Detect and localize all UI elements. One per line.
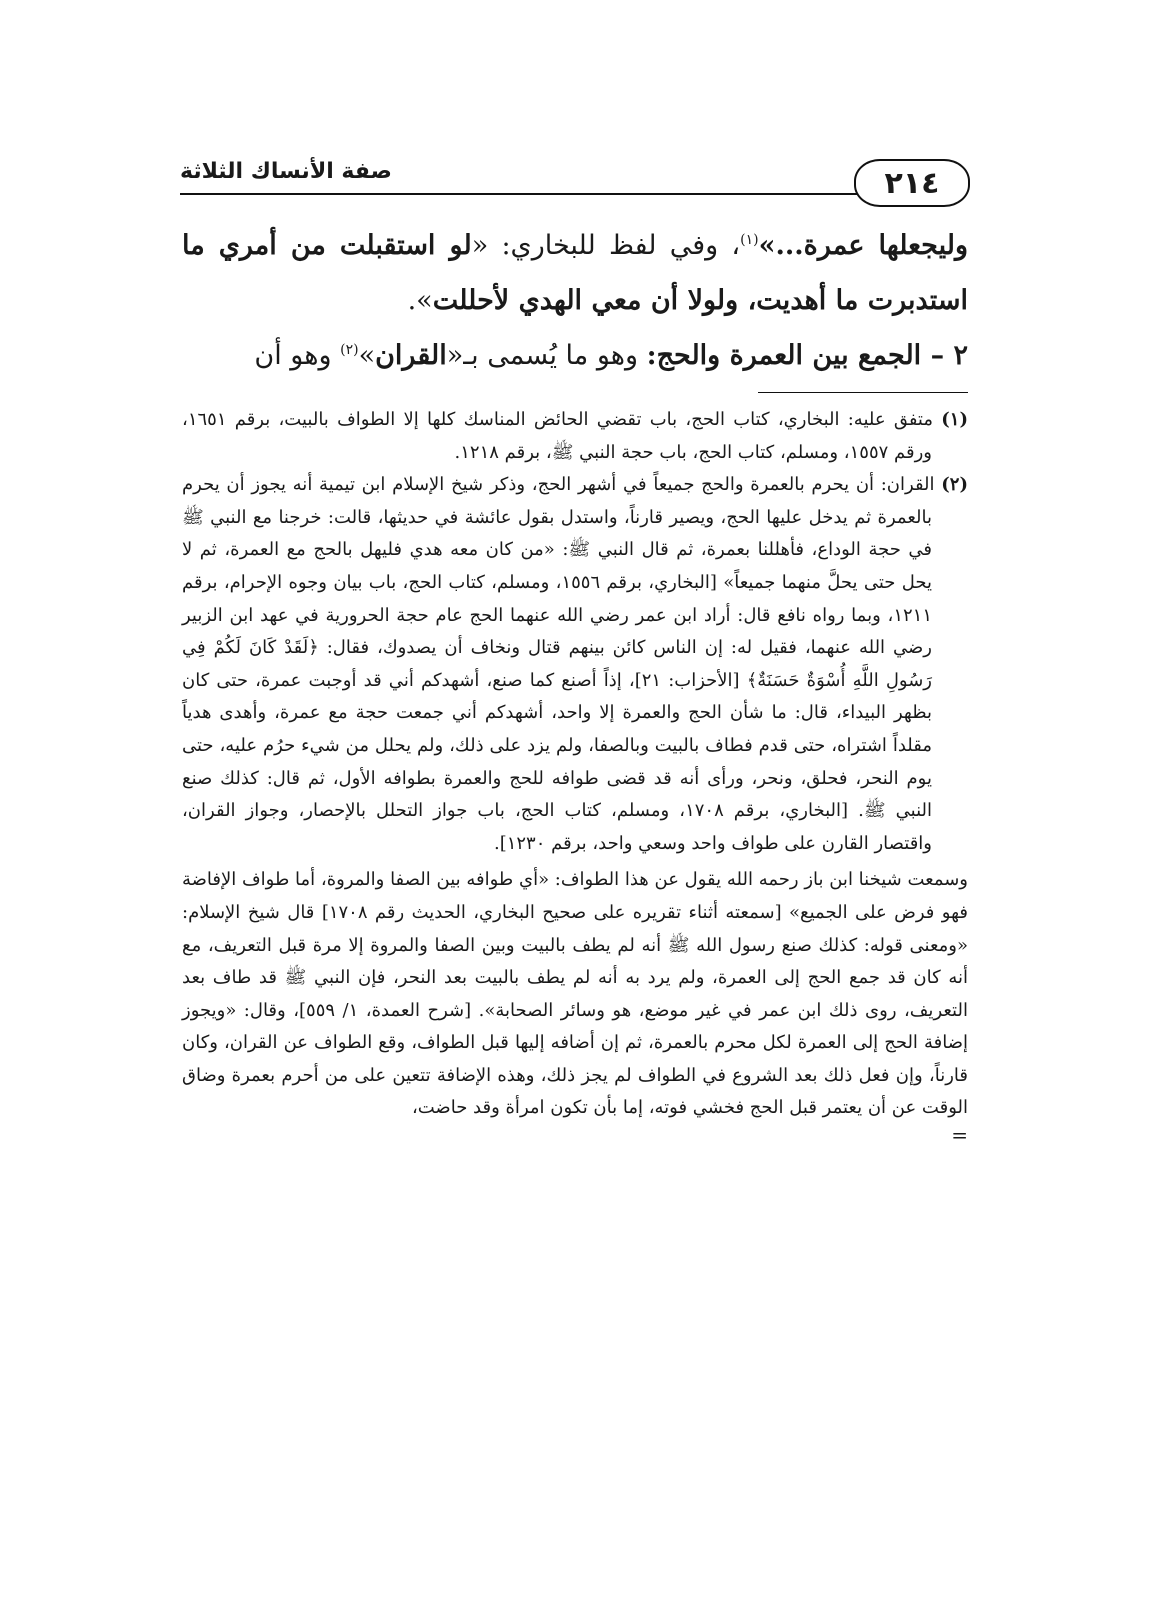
definition-text: وهو ما يُسمى بـ« (446, 340, 647, 371)
main-paragraph-1 (182, 218, 968, 328)
footnote-2 (182, 469, 968, 860)
footnotes-section (182, 404, 968, 1148)
section-heading: ٢ – الجمع بين العمرة والحج: (646, 340, 968, 371)
continuation-text: وهو أن (254, 340, 341, 371)
hadith-quote: لو استقبلت من أمري ما استدبرت ما أهديت، ولولا أن معي الهدي لأحللت (182, 230, 968, 316)
page-header (180, 155, 970, 205)
main-paragraph-2 (182, 328, 968, 383)
footnote-1-label: (١) (941, 409, 968, 430)
footnote-ref-2: (٢) (340, 342, 359, 358)
footnote-1 (182, 404, 968, 469)
hadith-ending: وليجعلها عمرة...» (758, 230, 968, 261)
footnote-2-continued: وسمعت شيخنا ابن باز رحمه الله يقول عن هذا الطواف: «أي طوافه بين الصفا والمروة، أما طواف الإفاضة فهو فرض على الجميع» [سمعته أثناء تقريره على صحيح البخاري، الحديث رقم ١٧٠٨] قال شيخ الإسلام: «ومعنى قوله: كذلك صنع رسول الله ﷺ أنه لم يطف بالبيت وبين الصفا والمروة إلا مرة قبل التعريف، مع أنه كان قد جمع الحج إلى العمرة، ولم يرد به أنه لم يطف بالبيت بعد النحر، فإن النبي ﷺ قد طاف بعد التعريف، روى ذلك ابن عمر في غير موضع، هو وسائر الصحابة». [شرح العمدة، ١/ ٥٥٩]، وقال: «ويجوز إضافة الحج إلى العمرة لكل محرم بالعمرة، ثم إن أضافه إليها قبل الطواف، وقع الطواف عن القران، وكان قارناً، وإن فعل ذلك بعد الشروع في الطواف لم يجز ذلك، وهذه الإضافة تتعين على من أحرم بعمرة وضاق الوقت عن أن يعتمر قبل الحج فخشي فوته، إما بأن تكون امرأة وقد حاضت، (182, 869, 968, 1119)
intro-text: ، وفي لفظ للبخاري: « (471, 230, 741, 261)
footnote-1-text: متفق عليه: البخاري، كتاب الحج، باب تقضي الحائض المناسك كلها إلا الطواف بالبيت، برقم ١٦٥١، ورقم ١٥٥٧، ومسلم، كتاب الحج، باب حجة النبي ﷺ، برقم ١٢١٨. (182, 409, 934, 463)
footnote-2-label: (٢) (941, 474, 968, 496)
page-number: ٢١٤ (854, 159, 970, 207)
term-close: » (358, 340, 376, 371)
footnote-ref-1: (١) (740, 232, 759, 248)
continuation-mark: = (951, 1123, 968, 1148)
main-body (182, 218, 968, 383)
header-rule (180, 193, 860, 195)
running-title: صفة الأنساك الثلاثة (180, 159, 392, 184)
term-qiran: القران (375, 340, 447, 371)
footnote-2-text: القران: أن يحرم بالعمرة والحج جميعاً في أشهر الحج، وذكر شيخ الإسلام ابن تيمية أنه يجوز أن يحرم بالعمرة ثم يدخل عليها الحج، ويصير قارناً، واستدل بقول عائشة في حديثها، قالت: خرجنا مع النبي ﷺ في حجة الوداع، فأهللنا بعمرة، ثم قال النبي ﷺ: «من كان معه هدي فليهل بالحج مع العمرة، ثم لا يحل حتى يحلَّ منهما جميعاً» [البخاري، برقم ١٥٥٦، ومسلم، كتاب الحج، باب بيان وجوه الإحرام، برقم ١٢١١، وبما رواه نافع قال: أراد ابن عمر رضي الله عنهما الحج عام حجة الحرورية في عهد ابن الزبير رضي الله عنهما، فقيل له: إن الناس كائن بينهم قتال ونخاف أن يصدوك، فقال: ﴿لَقَدْ كَانَ لَكُمْ فِي رَسُولِ اللَّهِ أُسْوَةٌ حَسَنَةٌ﴾ [الأحزاب: ٢١]، إذاً أصنع كما صنع، أشهدكم أني قد أوجبت عمرة، حتى كان بظهر البيداء، قال: ما شأن الحج والعمرة إلا واحد، أشهدكم أني جمعت حجة مع عمرة، وأهدى هدياً مقلداً اشتراه، حتى قدم فطاف بالبيت وبالصفا، ولم يزد على ذلك، ولم يحلل من شيء حرُم عليه، حتى يوم النحر، فحلق، ونحر، ورأى أنه قد قضى طوافه للحج والعمرة بطوافه الأول، ثم قال: كذلك صنع النبي ﷺ. [البخاري، برقم ١٧٠٨، ومسلم، كتاب الحج، باب جواز التحلل بالإحصار، وجواز القران، واقتصار القارن على طواف واحد وسعي واحد، برقم ١٢٣٠]. (182, 474, 935, 854)
footnote-separator (758, 392, 968, 393)
quote-close: ». (407, 285, 433, 316)
